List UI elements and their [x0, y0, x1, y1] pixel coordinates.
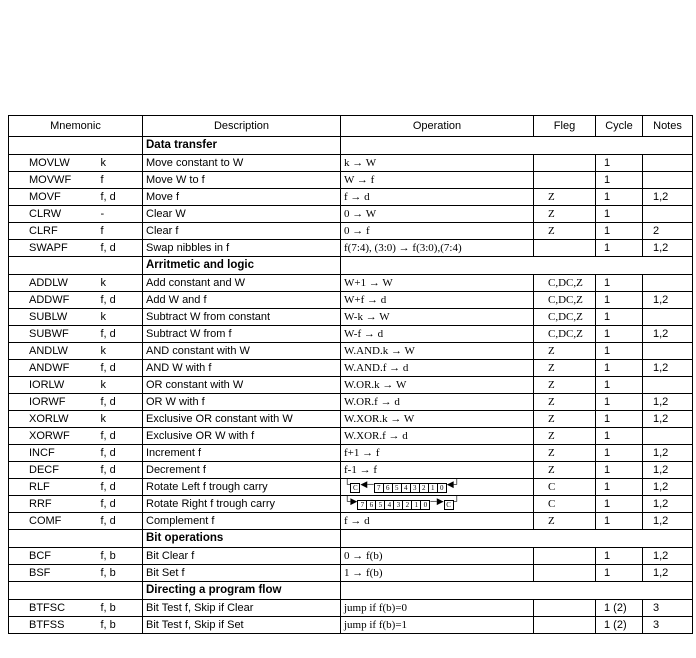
carry-bit: C [350, 483, 360, 493]
cycle-cell: 1 [596, 360, 643, 377]
description-cell: Move constant to W [143, 155, 341, 172]
argument-cell: k [97, 155, 143, 172]
flag-cell [534, 617, 596, 634]
register-bit: 2 [420, 483, 429, 493]
notes-cell: 1,2 [643, 565, 693, 582]
operation-cell: 0 → f [341, 223, 534, 240]
carry-bit: C [444, 500, 454, 510]
section-header-row [9, 530, 693, 548]
operation-cell: 0 → f(b) [341, 548, 534, 565]
header-notes: Notes [643, 116, 693, 137]
arrow-icon: ─▶ [430, 495, 444, 506]
argument-cell: f, d [97, 496, 143, 513]
description-cell: Add W and f [143, 292, 341, 309]
mnemonic-cell: BSF [9, 565, 97, 582]
mnemonic-cell: SUBLW [9, 309, 97, 326]
table-row [9, 240, 693, 257]
operation-cell: f(7:4), (3:0) → f(3:0),(7:4) [341, 240, 534, 257]
mnemonic-cell: BTFSC [9, 600, 97, 617]
notes-cell [643, 275, 693, 292]
notes-cell [643, 428, 693, 445]
description-cell: OR W with f [143, 394, 341, 411]
operation-cell [341, 496, 534, 513]
cycle-cell: 1 [596, 377, 643, 394]
section-spacer [341, 582, 693, 600]
description-cell: Bit Set f [143, 565, 341, 582]
operation-cell [341, 479, 534, 496]
description-cell: Move f [143, 189, 341, 206]
section-spacer [9, 530, 143, 548]
operation-cell: W+f → d [341, 292, 534, 309]
register-bit: 1 [429, 483, 438, 493]
flag-cell [534, 172, 596, 189]
flag-cell: Z [534, 206, 596, 223]
description-cell: Clear f [143, 223, 341, 240]
notes-cell: 1,2 [643, 513, 693, 530]
table-row [9, 292, 693, 309]
notes-cell: 1,2 [643, 548, 693, 565]
notes-cell [643, 309, 693, 326]
flag-cell [534, 600, 596, 617]
mnemonic-cell: RLF [9, 479, 97, 496]
table-row [9, 411, 693, 428]
notes-cell: 1,2 [643, 462, 693, 479]
notes-cell: 1,2 [643, 189, 693, 206]
operation-cell: f → d [341, 189, 534, 206]
mnemonic-cell: INCF [9, 445, 97, 462]
table-row [9, 479, 693, 496]
description-cell: Exclusive OR W with f [143, 428, 341, 445]
mnemonic-cell: SUBWF [9, 326, 97, 343]
register-bit: 1 [412, 500, 421, 510]
cycle-cell: 1 [596, 343, 643, 360]
notes-cell: 1,2 [643, 496, 693, 513]
table-row [9, 617, 693, 634]
cycle-cell: 1 [596, 394, 643, 411]
section-spacer [9, 137, 143, 155]
mnemonic-cell: DECF [9, 462, 97, 479]
table-row [9, 223, 693, 240]
flag-cell: Z [534, 223, 596, 240]
notes-cell: 1,2 [643, 292, 693, 309]
argument-cell: f, d [97, 513, 143, 530]
flag-cell: Z [534, 394, 596, 411]
argument-cell: f, b [97, 600, 143, 617]
mnemonic-cell: ANDWF [9, 360, 97, 377]
argument-cell: f [97, 223, 143, 240]
description-cell: Increment f [143, 445, 341, 462]
cycle-cell: 1 [596, 411, 643, 428]
operation-cell: k → W [341, 155, 534, 172]
flag-cell: Z [534, 360, 596, 377]
cycle-cell: 1 [596, 565, 643, 582]
argument-cell: f, d [97, 479, 143, 496]
description-cell: Rotate Right f trough carry [143, 496, 341, 513]
section-title: Arritmetic and logic [143, 257, 341, 275]
operation-cell: f+1 → f [341, 445, 534, 462]
operation-cell: W-k → W [341, 309, 534, 326]
section-title: Directing a program flow [143, 582, 341, 600]
operation-cell: 0 → W [341, 206, 534, 223]
mnemonic-cell: ADDLW [9, 275, 97, 292]
flag-cell: Z [534, 377, 596, 394]
section-title: Data transfer [143, 137, 341, 155]
table-row [9, 326, 693, 343]
cycle-cell: 1 [596, 292, 643, 309]
flag-cell [534, 565, 596, 582]
table-row [9, 513, 693, 530]
cycle-cell: 1 (2) [596, 617, 643, 634]
flag-cell [534, 548, 596, 565]
table-row [9, 496, 693, 513]
mnemonic-cell: MOVLW [9, 155, 97, 172]
operation-cell: W.XOR.f → d [341, 428, 534, 445]
instruction-set-table [8, 115, 693, 634]
flag-cell: Z [534, 445, 596, 462]
notes-cell: 3 [643, 617, 693, 634]
description-cell: Bit Test f, Skip if Clear [143, 600, 341, 617]
operation-cell: W.AND.k → W [341, 343, 534, 360]
rotate-right-diagram [344, 497, 460, 512]
mnemonic-cell: COMF [9, 513, 97, 530]
notes-cell: 3 [643, 600, 693, 617]
register-bit: 3 [394, 500, 403, 510]
register-bit: 6 [367, 500, 376, 510]
section-spacer [9, 582, 143, 600]
operation-cell: W+1 → W [341, 275, 534, 292]
notes-cell: 1,2 [643, 394, 693, 411]
description-cell: Bit Clear f [143, 548, 341, 565]
register-bit: 4 [385, 500, 394, 510]
notes-cell: 2 [643, 223, 693, 240]
mnemonic-cell: XORLW [9, 411, 97, 428]
mnemonic-cell: SWAPF [9, 240, 97, 257]
operation-cell: W-f → d [341, 326, 534, 343]
description-cell: Rotate Left f trough carry [143, 479, 341, 496]
cycle-cell: 1 [596, 206, 643, 223]
table-row [9, 206, 693, 223]
section-header-row [9, 137, 693, 155]
description-cell: Decrement f [143, 462, 341, 479]
flag-cell: C,DC,Z [534, 309, 596, 326]
arrow-icon: └▶ [344, 495, 358, 506]
section-title: Bit operations [143, 530, 341, 548]
register-bit: 3 [411, 483, 420, 493]
notes-cell [643, 155, 693, 172]
operation-cell: 1 → f(b) [341, 565, 534, 582]
header-row [9, 116, 693, 137]
mnemonic-cell: IORLW [9, 377, 97, 394]
argument-cell: f, d [97, 394, 143, 411]
cycle-cell: 1 [596, 240, 643, 257]
table-row [9, 377, 693, 394]
register-bit: 5 [376, 500, 385, 510]
description-cell: Subtract W from f [143, 326, 341, 343]
section-spacer [341, 530, 693, 548]
mnemonic-cell: ANDLW [9, 343, 97, 360]
argument-cell: k [97, 377, 143, 394]
operation-cell: jump if f(b)=1 [341, 617, 534, 634]
register-bit: 0 [421, 500, 430, 510]
section-header-row [9, 257, 693, 275]
mnemonic-cell: IORWF [9, 394, 97, 411]
table-row [9, 309, 693, 326]
arrow-icon: ┘ [453, 495, 461, 506]
flag-cell: Z [534, 411, 596, 428]
instruction-set-table-wrapper [8, 115, 692, 634]
argument-cell: k [97, 275, 143, 292]
description-cell: OR constant with W [143, 377, 341, 394]
notes-cell: 1,2 [643, 479, 693, 496]
table-row [9, 189, 693, 206]
register-bit: 6 [384, 483, 393, 493]
cycle-cell: 1 [596, 479, 643, 496]
argument-cell: f, d [97, 189, 143, 206]
flag-cell: Z [534, 189, 596, 206]
cycle-cell: 1 [596, 155, 643, 172]
argument-cell: f, d [97, 462, 143, 479]
cycle-cell: 1 [596, 326, 643, 343]
notes-cell [643, 206, 693, 223]
mnemonic-cell: MOVWF [9, 172, 97, 189]
argument-cell: f, d [97, 445, 143, 462]
operation-cell: W.XOR.k → W [341, 411, 534, 428]
table-row [9, 275, 693, 292]
table-row [9, 445, 693, 462]
cycle-cell: 1 [596, 462, 643, 479]
flag-cell: C,DC,Z [534, 326, 596, 343]
flag-cell: Z [534, 343, 596, 360]
description-cell: Swap nibbles in f [143, 240, 341, 257]
arrow-icon: └ [344, 478, 351, 489]
operation-cell: W.OR.f → d [341, 394, 534, 411]
mnemonic-cell: XORWF [9, 428, 97, 445]
header-flag: Fleg [534, 116, 596, 137]
section-spacer [341, 257, 693, 275]
argument-cell: k [97, 343, 143, 360]
header-operation: Operation [341, 116, 534, 137]
description-cell: Bit Test f, Skip if Set [143, 617, 341, 634]
cycle-cell: 1 [596, 445, 643, 462]
mnemonic-cell: RRF [9, 496, 97, 513]
table-row [9, 360, 693, 377]
table-row [9, 155, 693, 172]
argument-cell: f, d [97, 428, 143, 445]
register-bit: 5 [393, 483, 402, 493]
operation-cell: f-1 → f [341, 462, 534, 479]
header-cycle: Cycle [596, 116, 643, 137]
register-bit: 4 [402, 483, 411, 493]
argument-cell: - [97, 206, 143, 223]
notes-cell [643, 343, 693, 360]
table-row [9, 172, 693, 189]
description-cell: Complement f [143, 513, 341, 530]
notes-cell [643, 377, 693, 394]
arrow-icon: ◀─ [360, 478, 374, 489]
description-cell: AND constant with W [143, 343, 341, 360]
description-cell: Clear W [143, 206, 341, 223]
notes-cell: 1,2 [643, 411, 693, 428]
argument-cell: f [97, 172, 143, 189]
operation-cell: jump if f(b)=0 [341, 600, 534, 617]
section-spacer [341, 137, 693, 155]
flag-cell: Z [534, 428, 596, 445]
flag-cell: C,DC,Z [534, 275, 596, 292]
flag-cell: C [534, 479, 596, 496]
cycle-cell: 1 [596, 496, 643, 513]
cycle-cell: 1 [596, 223, 643, 240]
argument-cell: k [97, 309, 143, 326]
argument-cell: f, b [97, 617, 143, 634]
flag-cell: Z [534, 513, 596, 530]
notes-cell: 1,2 [643, 240, 693, 257]
operation-cell: W → f [341, 172, 534, 189]
flag-cell: Z [534, 462, 596, 479]
cycle-cell: 1 [596, 189, 643, 206]
table-row [9, 548, 693, 565]
arrow-icon: ◀┘ [446, 478, 461, 489]
register-bit: 0 [438, 483, 447, 493]
operation-cell: W.OR.k → W [341, 377, 534, 394]
argument-cell: f, b [97, 565, 143, 582]
mnemonic-cell: BTFSS [9, 617, 97, 634]
cycle-cell: 1 [596, 309, 643, 326]
flag-cell: C [534, 496, 596, 513]
mnemonic-cell: ADDWF [9, 292, 97, 309]
header-description: Description [143, 116, 341, 137]
notes-cell [643, 172, 693, 189]
notes-cell: 1,2 [643, 360, 693, 377]
table-row [9, 600, 693, 617]
mnemonic-cell: MOVF [9, 189, 97, 206]
cycle-cell: 1 (2) [596, 600, 643, 617]
argument-cell: f, b [97, 548, 143, 565]
flag-cell [534, 155, 596, 172]
cycle-cell: 1 [596, 548, 643, 565]
notes-cell: 1,2 [643, 445, 693, 462]
description-cell: Subtract W from constant [143, 309, 341, 326]
argument-cell: f, d [97, 326, 143, 343]
flag-cell: C,DC,Z [534, 292, 596, 309]
table-body [9, 137, 693, 634]
argument-cell: f, d [97, 360, 143, 377]
section-spacer [9, 257, 143, 275]
operation-cell: W.AND.f → d [341, 360, 534, 377]
argument-cell: f, d [97, 292, 143, 309]
table-row [9, 565, 693, 582]
rotate-left-diagram [344, 480, 460, 495]
mnemonic-cell: BCF [9, 548, 97, 565]
table-row [9, 428, 693, 445]
cycle-cell: 1 [596, 428, 643, 445]
description-cell: Add constant and W [143, 275, 341, 292]
register-bit: 7 [357, 500, 367, 510]
argument-cell: f, d [97, 240, 143, 257]
notes-cell: 1,2 [643, 326, 693, 343]
header-mnemonic: Mnemonic [9, 116, 143, 137]
flag-cell [534, 240, 596, 257]
table-row [9, 462, 693, 479]
description-cell: AND W with f [143, 360, 341, 377]
table-row [9, 394, 693, 411]
table-row [9, 343, 693, 360]
section-header-row [9, 582, 693, 600]
argument-cell: k [97, 411, 143, 428]
register-bit: 2 [403, 500, 412, 510]
mnemonic-cell: CLRW [9, 206, 97, 223]
operation-cell: f → d [341, 513, 534, 530]
cycle-cell: 1 [596, 275, 643, 292]
cycle-cell: 1 [596, 513, 643, 530]
mnemonic-cell: CLRF [9, 223, 97, 240]
cycle-cell: 1 [596, 172, 643, 189]
description-cell: Exclusive OR constant with W [143, 411, 341, 428]
description-cell: Move W to f [143, 172, 341, 189]
register-bit: 7 [374, 483, 384, 493]
